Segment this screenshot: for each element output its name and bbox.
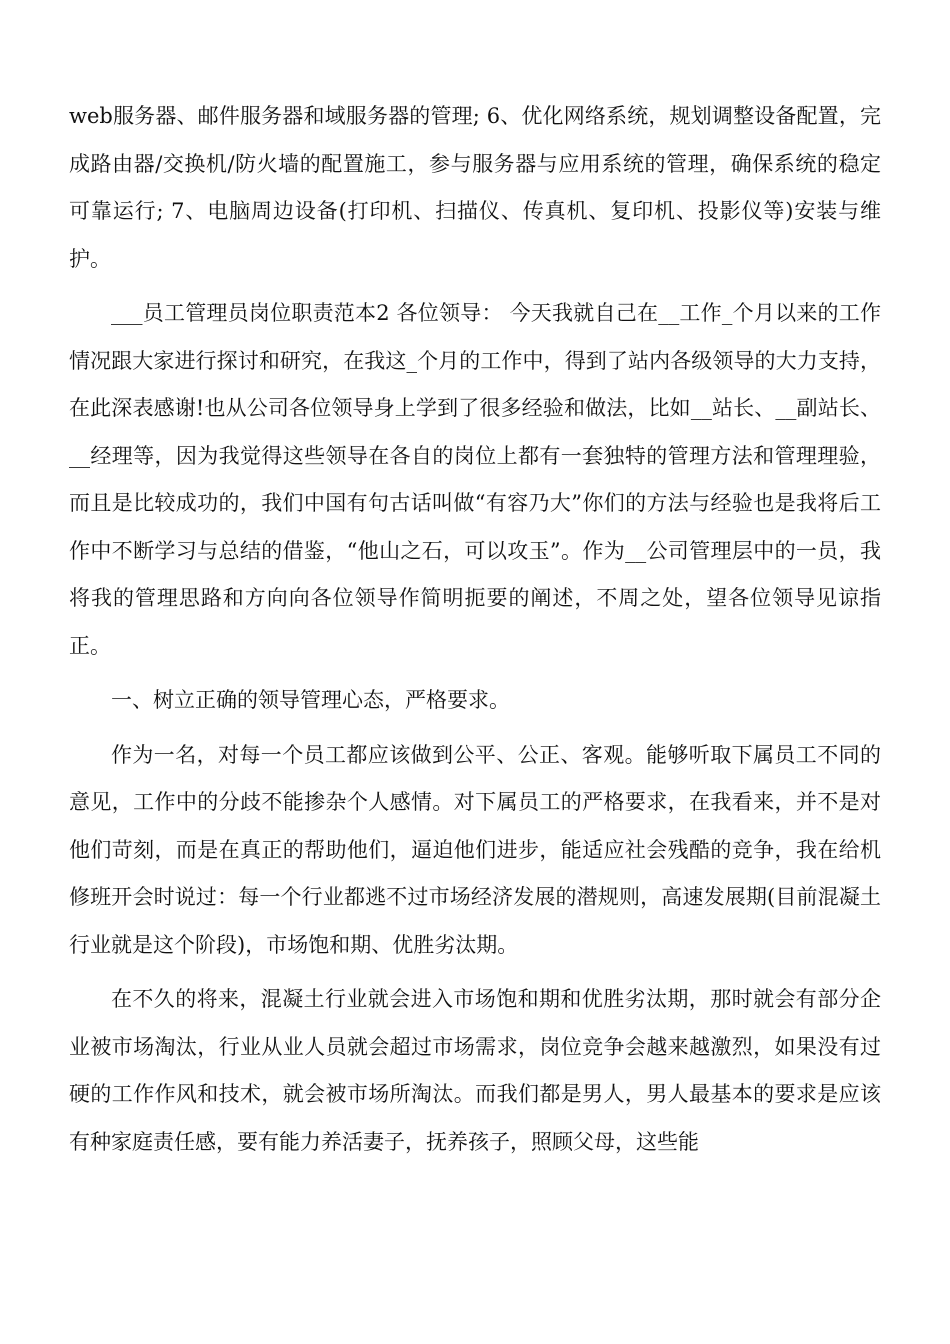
paragraph-fairness: 作为一名，对每一个员工都应该做到公平、公正、客观。能够听取下属员工不同的意见，工作中的分歧不能掺杂个人感情。对下属员工的严格要求，在我看来，并不是对他们苛刻，而是在真正的帮助他们，逼迫他们进步，能适应社会残酷的竞争，我在给机修班开会时说过：每一个行业都逃不过市场经济发展的潜规则，高速发展期(目前混凝土行业就是这个阶段)，市场饱和期、优胜劣汰期。	[69, 742, 881, 957]
paragraph-industry-outlook: 在不久的将来，混凝土行业就会进入市场饱和期和优胜劣汰期，那时就会有部分企业被市场淘汰，行业从业人员就会超过市场需求，岗位竞争会越来越激烈，如果没有过硬的工作作风和技术，就会被市场所淘汰。而我们都是男人，男人最基本的要求是应该有种家庭责任感，要有能力养活妻子，抚养孩子，照顾父母，这些能	[69, 987, 881, 1154]
paragraph-speech-intro: ___员工管理员岗位职责范本2 各位领导： 今天我就自己在__工作_个月以来的工作情况跟大家进行探讨和研究，在我这_个月的工作中，得到了站内各级领导的大力支持，在此深表感谢!也从公司各位领导身上学到了很多经验和做法，比如__站长、__副站长、__经理等，因为我觉得这些领导在各自的岗位上都有一套独特的管理方法和管理理验，而且是比较成功的，我们中国有句古话叫做“有容乃大”你们的方法与经验也是我将后工作中不断学习与总结的借鉴，“他山之石，可以攻玉”。作为__公司管理层中的一员，我将我的管理思路和方向向各位领导作简明扼要的阐述，不周之处，望各位领导见谅指正。	[69, 301, 881, 658]
paragraph-it-duties-continued: web服务器、邮件服务器和域服务器的管理; 6、优化网络系统，规划调整设备配置，完成路由器/交换机/防火墙的配置施工，参与服务器与应用系统的管理，确保系统的稳定可靠运行; 7、电脑周边设备(打印机、扫描仪、传真机、复印机、投影仪等)安装与维护。	[69, 104, 881, 271]
document-page	[69, 93, 881, 1173]
paragraph-section-heading-one: 一、树立正确的领导管理心态，严格要求。	[111, 688, 510, 712]
